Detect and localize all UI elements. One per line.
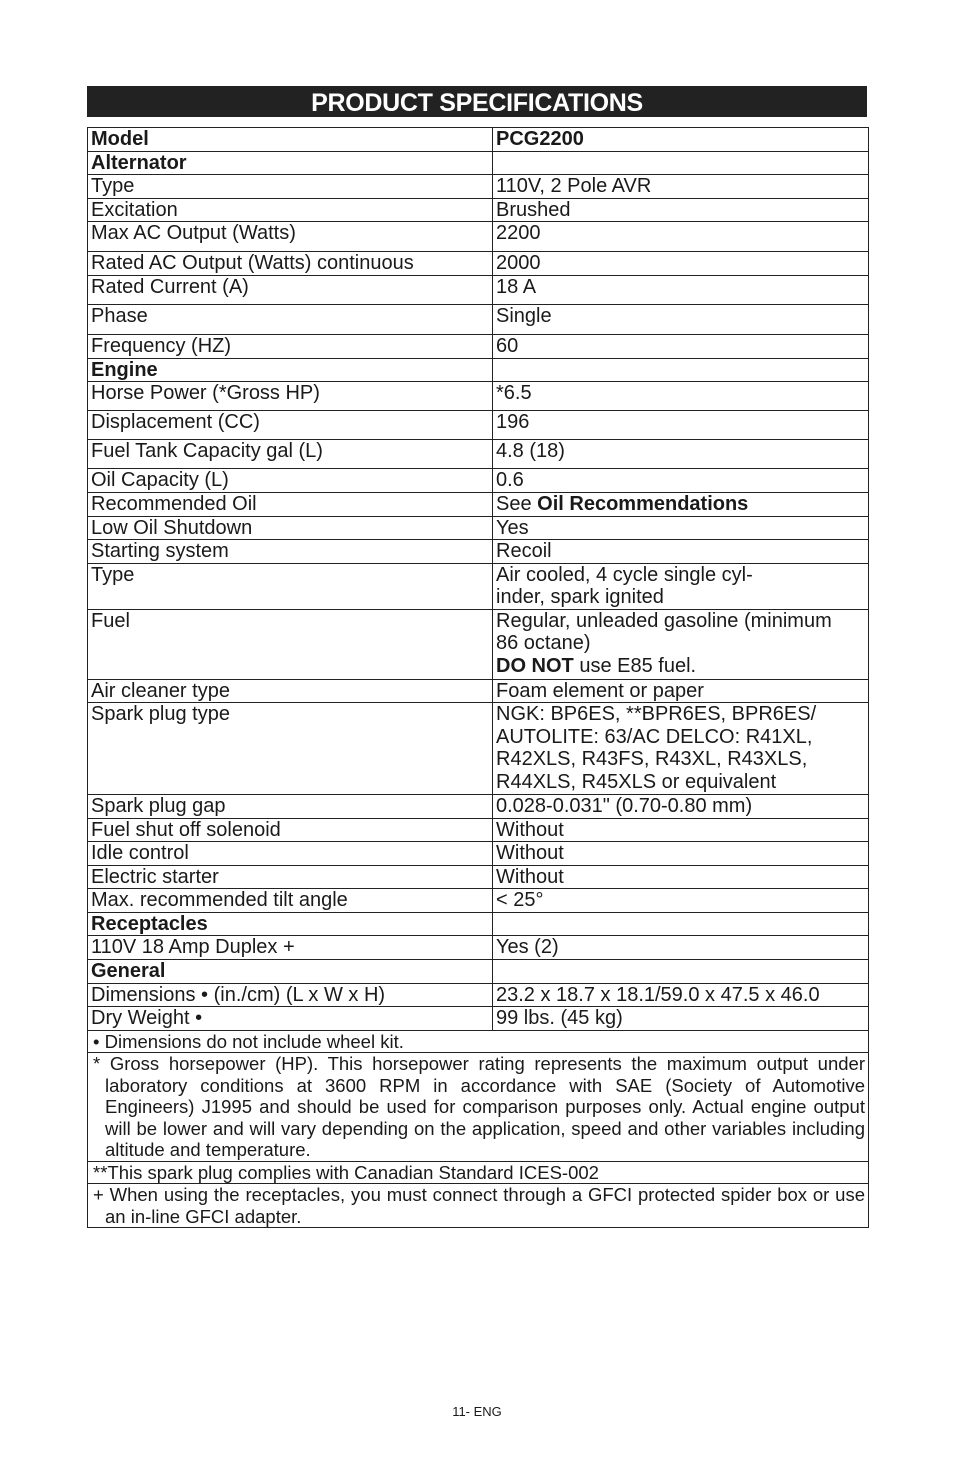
- spec-value: [493, 540, 869, 564]
- page-number: 11- ENG: [452, 1404, 502, 1419]
- spec-value-text: 23.2 x 18.7 x 18.1/59.0 x 47.5 x 46.0: [496, 983, 820, 1006]
- spec-label: Rated Current (A): [88, 275, 493, 304]
- spec-label: Horse Power (*Gross HP): [88, 382, 493, 411]
- spec-value-text: Without: [496, 818, 564, 841]
- footnote-row: [88, 1053, 869, 1162]
- spec-value-text: Without: [496, 842, 564, 864]
- spec-label: Spark plug type: [88, 703, 493, 795]
- section-heading: Alternator: [88, 151, 493, 175]
- spec-row: [88, 222, 869, 252]
- spec-row: [88, 540, 869, 564]
- spec-value-text: See: [496, 493, 532, 515]
- spec-label: Fuel shut off solenoid: [88, 818, 493, 842]
- spec-value-text: 4.8 (18): [496, 440, 565, 462]
- spec-row: [88, 889, 869, 913]
- spec-value: [493, 516, 869, 540]
- spec-label: Type: [88, 175, 493, 199]
- spec-value-text: Foam element or paper: [496, 679, 704, 702]
- footnote: [88, 1184, 869, 1228]
- spec-value-text: 2000: [496, 252, 541, 274]
- section-heading: Receptacles: [88, 912, 493, 936]
- spec-value-text: 110V, 2 Pole AVR: [496, 175, 652, 197]
- spec-row: [88, 275, 869, 304]
- spec-row: [88, 252, 869, 276]
- spec-value: [493, 151, 869, 175]
- spec-label: Electric starter: [88, 865, 493, 889]
- spec-label: Excitation: [88, 198, 493, 222]
- spec-row: [88, 516, 869, 540]
- section-heading: General: [88, 960, 493, 984]
- spec-value-text: Without: [496, 865, 564, 888]
- spec-value: [493, 795, 869, 819]
- spec-value: [493, 128, 869, 152]
- spec-value: [493, 609, 869, 679]
- footnote-row: [88, 1161, 869, 1184]
- spec-row: [88, 175, 869, 199]
- spec-value: [493, 912, 869, 936]
- spec-value: [493, 469, 869, 493]
- spec-label: 110V 18 Amp Duplex +: [88, 936, 493, 960]
- spec-value-line: R44XLS, R45XLS or equivalent: [496, 770, 777, 793]
- spec-label: Fuel: [88, 609, 493, 679]
- spec-value-text: Brushed: [496, 198, 571, 221]
- spec-label: Idle control: [88, 842, 493, 866]
- spec-label: Max. recommended tilt angle: [88, 889, 493, 913]
- specifications-table: [87, 127, 869, 1228]
- spec-value: [493, 358, 869, 382]
- spec-value: [493, 983, 869, 1007]
- spec-value-text: 0.028-0.031" (0.70-0.80 mm): [496, 795, 753, 817]
- spec-value: [493, 222, 869, 252]
- spec-row: [88, 842, 869, 866]
- spec-row: [88, 469, 869, 493]
- spec-row: [88, 128, 869, 152]
- spec-value: [493, 818, 869, 842]
- spec-value: [493, 304, 869, 334]
- footnote-text: • Dimensions do not include wheel kit.: [93, 1030, 404, 1052]
- spec-value-text: PCG2200: [496, 128, 584, 150]
- spec-value-line: AUTOLITE: 63/AC DELCO: R41XL,: [496, 725, 813, 748]
- spec-value-line: Regular, unleaded gasoline (minimum: [496, 609, 832, 632]
- spec-label: Air cleaner type: [88, 679, 493, 703]
- spec-row: [88, 411, 869, 440]
- spec-value: [493, 703, 869, 795]
- spec-label: Oil Capacity (L): [88, 469, 493, 493]
- spec-row: [88, 1007, 869, 1031]
- spec-value: [493, 842, 869, 866]
- spec-label: Low Oil Shutdown: [88, 516, 493, 540]
- spec-label: Recommended Oil: [88, 493, 493, 517]
- spec-label: Dry Weight •: [88, 1007, 493, 1031]
- spec-value: [493, 334, 869, 358]
- spec-label: Phase: [88, 304, 493, 334]
- spec-value: [493, 865, 869, 889]
- section-heading: Model: [88, 128, 493, 152]
- spec-row: [88, 563, 869, 609]
- spec-value-text: Recoil: [496, 540, 552, 562]
- spec-row: [88, 818, 869, 842]
- spec-label: Starting system: [88, 540, 493, 564]
- page-title: PRODUCT SPECIFICATIONS: [87, 86, 867, 117]
- spec-value: [493, 493, 869, 517]
- spec-value-text: 60: [496, 334, 519, 357]
- spec-value: [493, 411, 869, 440]
- footnote: [88, 1161, 869, 1184]
- spec-value-line: inder, spark ignited: [496, 586, 664, 608]
- spec-value: [493, 936, 869, 960]
- warning-emphasis: DO NOT: [496, 654, 574, 677]
- spec-value-text: 196: [496, 411, 530, 433]
- spec-label: Displacement (CC): [88, 411, 493, 440]
- spec-label: Max AC Output (Watts): [88, 222, 493, 252]
- spec-label: Spark plug gap: [88, 795, 493, 819]
- footnote-text: * Gross horsepower (HP). This horsepower rating represents the maximum output under laboratory conditions at 3600 RPM in accordance with SAE (Society of Automotive Engineers) J1995 and should be used for comparison purposes only. Actual engine output will be lower and will vary depending on the application, speed and other variables including altitude and temperature.: [93, 1053, 865, 1160]
- spec-row: [88, 795, 869, 819]
- spec-row: [88, 983, 869, 1007]
- spec-row: [88, 703, 869, 795]
- spec-row: [88, 865, 869, 889]
- spec-value: [493, 198, 869, 222]
- spec-row: [88, 440, 869, 469]
- spec-row: [88, 382, 869, 411]
- spec-label: Fuel Tank Capacity gal (L): [88, 440, 493, 469]
- spec-value: [493, 275, 869, 304]
- spec-value: [493, 175, 869, 199]
- spec-value-text: Yes: [496, 516, 529, 539]
- spec-row: [88, 960, 869, 984]
- spec-value-line: R42XLS, R43FS, R43XL, R43XLS,: [496, 748, 808, 770]
- footnote: [88, 1053, 869, 1162]
- spec-label: Type: [88, 563, 493, 609]
- oil-recommendations-reference: Oil Recommendations: [537, 493, 749, 515]
- spec-value-line: Air cooled, 4 cycle single cyl-: [496, 563, 753, 586]
- footnote: [88, 1030, 869, 1053]
- spec-value: [493, 889, 869, 913]
- spec-value: [493, 960, 869, 984]
- spec-value: [493, 440, 869, 469]
- spec-row: [88, 198, 869, 222]
- spec-value-line: NGK: BP6ES, **BPR6ES, BPR6ES/: [496, 703, 817, 725]
- spec-value: [493, 252, 869, 276]
- spec-value-text: use E85 fuel.: [573, 654, 697, 677]
- spec-row: [88, 609, 869, 679]
- spec-value-text: Yes (2): [496, 936, 559, 958]
- spec-label: Rated AC Output (Watts) continuous: [88, 252, 493, 276]
- spec-value-text: 0.6: [496, 469, 524, 491]
- spec-row: [88, 493, 869, 517]
- footnote-row: [88, 1184, 869, 1228]
- spec-row: [88, 936, 869, 960]
- spec-value-text: < 25°: [496, 889, 544, 911]
- spec-row: [88, 679, 869, 703]
- footnote-text: **This spark plug complies with Canadian Standard ICES-002: [93, 1161, 599, 1183]
- spec-row: [88, 151, 869, 175]
- spec-value: [493, 1007, 869, 1031]
- section-heading: Engine: [88, 358, 493, 382]
- spec-label: Dimensions • (in./cm) (L x W x H): [88, 983, 493, 1007]
- spec-label: Frequency (HZ): [88, 334, 493, 358]
- spec-value-text: 18 A: [496, 275, 537, 298]
- spec-row: [88, 334, 869, 358]
- spec-row: [88, 912, 869, 936]
- spec-value: [493, 563, 869, 609]
- spec-value: [493, 679, 869, 703]
- spec-value-text: 99 lbs. (45 kg): [496, 1007, 623, 1029]
- spec-row: [88, 358, 869, 382]
- footnote-text: + When using the receptacles, you must connect through a GFCI protected spider box or use an in-line GFCI adapter.: [93, 1184, 865, 1227]
- footnote-row: [88, 1030, 869, 1053]
- spec-value-text: 2200: [496, 222, 541, 244]
- spec-value: [493, 382, 869, 411]
- spec-value-text: Single: [496, 304, 552, 327]
- spec-value-text: *6.5: [496, 382, 532, 404]
- spec-value-line: [496, 655, 865, 678]
- spec-row: [88, 304, 869, 334]
- spec-value-line: 86 octane): [496, 632, 591, 654]
